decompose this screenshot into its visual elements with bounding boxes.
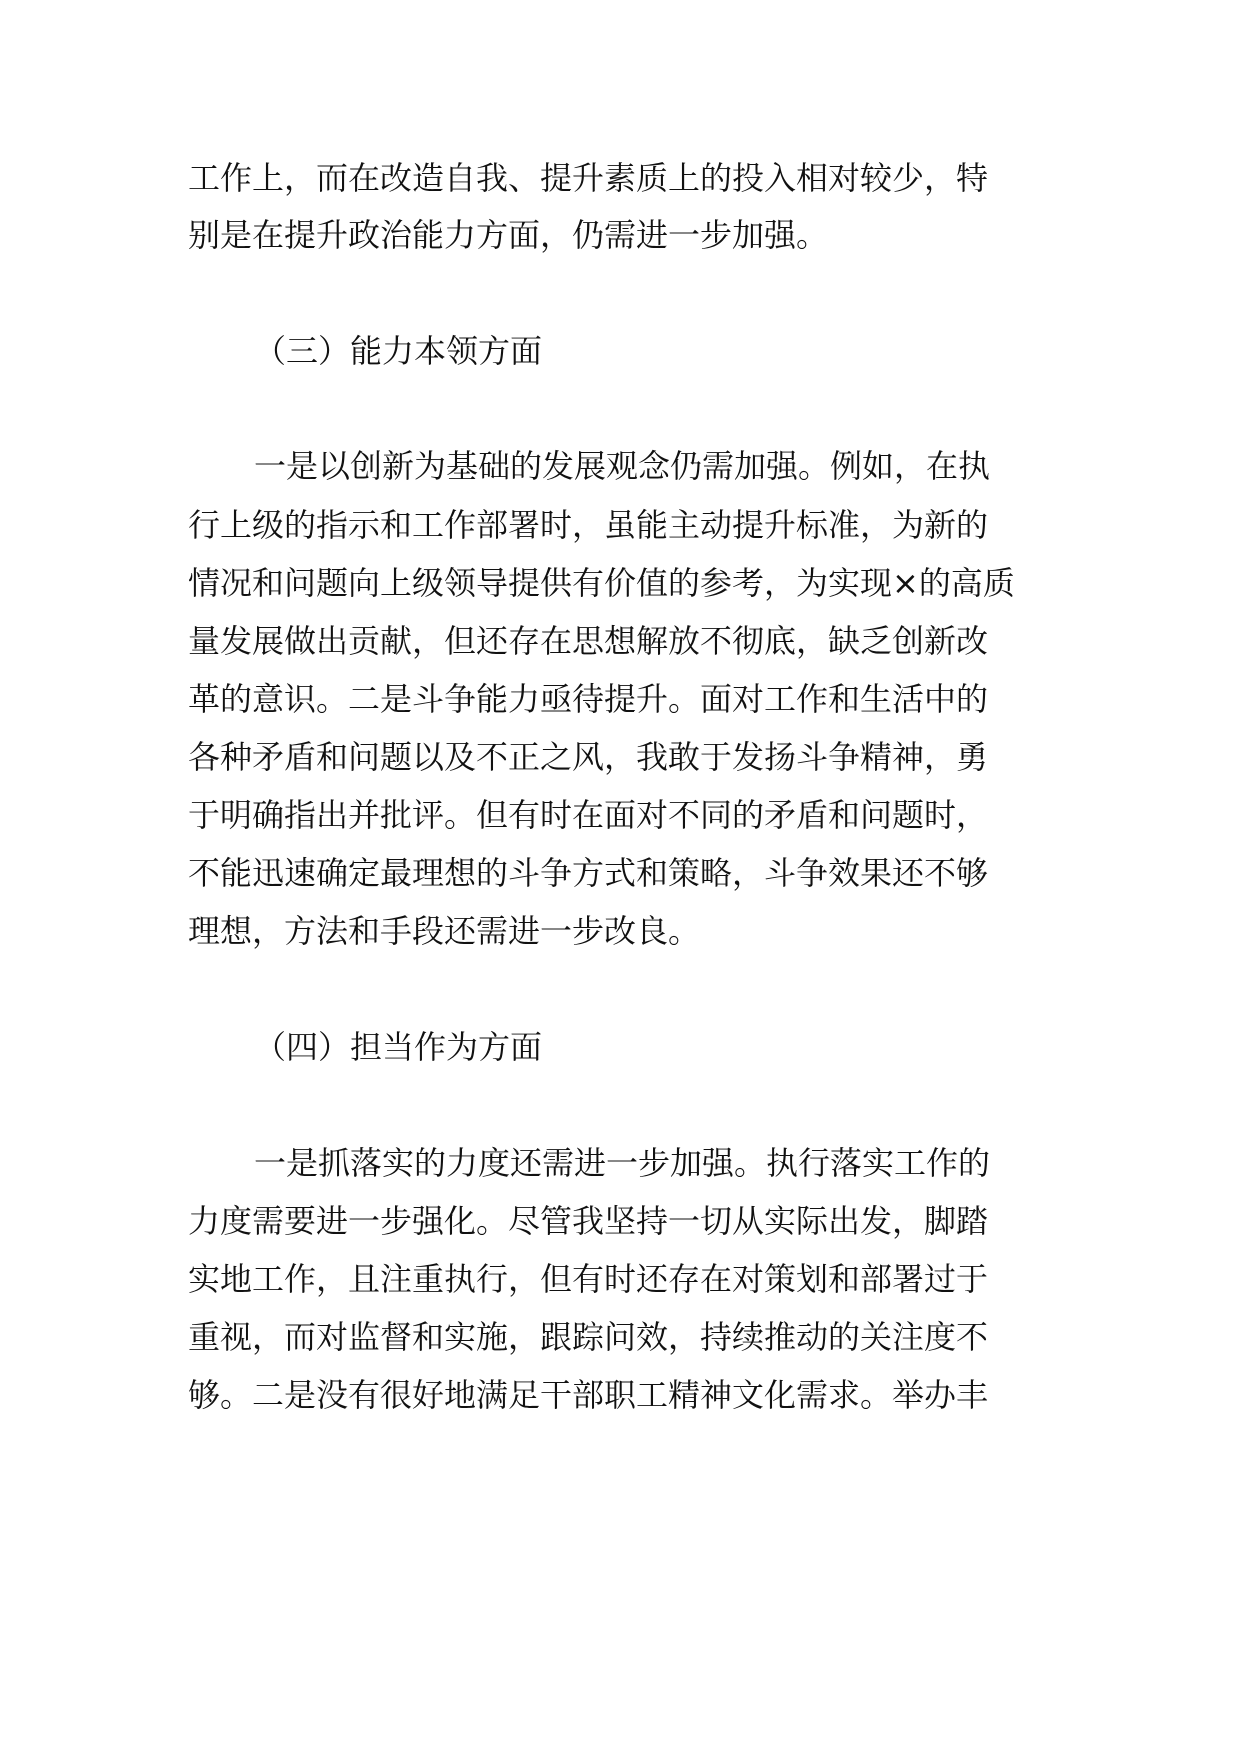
paragraph-line: 一是抓落实的力度还需进一步加强。执行落实工作的 (254, 1144, 991, 1182)
paragraph-line: 重视，而对监督和实施，跟踪问效，持续推动的关注度不 (188, 1318, 989, 1356)
paragraph-line: 工作上，而在改造自我、提升素质上的投入相对较少，特 (188, 159, 989, 197)
paragraph-line: 行上级的指示和工作部署时，虽能主动提升标准，为新的 (188, 506, 989, 544)
paragraph-line: 情况和问题向上级领导提供有价值的参考，为实现×的高质 (188, 564, 1015, 602)
paragraph-line: 力度需要进一步强化。尽管我坚持一切从实际出发，脚踏 (188, 1202, 989, 1240)
paragraph-line: 理想，方法和手段还需进一步改良。 (188, 912, 701, 950)
paragraph-line: 够。二是没有很好地满足干部职工精神文化需求。举办丰 (188, 1376, 989, 1414)
paragraph-line: 不能迅速确定最理想的斗争方式和策略，斗争效果还不够 (188, 854, 989, 892)
paragraph-line: 各种矛盾和问题以及不正之风，我敢于发扬斗争精神，勇 (188, 738, 989, 776)
paragraph-line: 革的意识。二是斗争能力亟待提升。面对工作和生活中的 (188, 680, 989, 718)
paragraph-line: 别是在提升政治能力方面，仍需进一步加强。 (188, 216, 829, 254)
paragraph-line: 一是以创新为基础的发展观念仍需加强。例如，在执 (254, 447, 991, 485)
section-heading-4: （四）担当作为方面 (254, 1028, 543, 1066)
paragraph-line: 实地工作，且注重执行，但有时还存在对策划和部署过于 (188, 1260, 989, 1298)
section-heading-3: （三）能力本领方面 (254, 332, 543, 370)
paragraph-line: 量发展做出贡献，但还存在思想解放不彻底，缺乏创新改 (188, 622, 989, 660)
paragraph-line: 于明确指出并批评。但有时在面对不同的矛盾和问题时， (188, 796, 989, 834)
